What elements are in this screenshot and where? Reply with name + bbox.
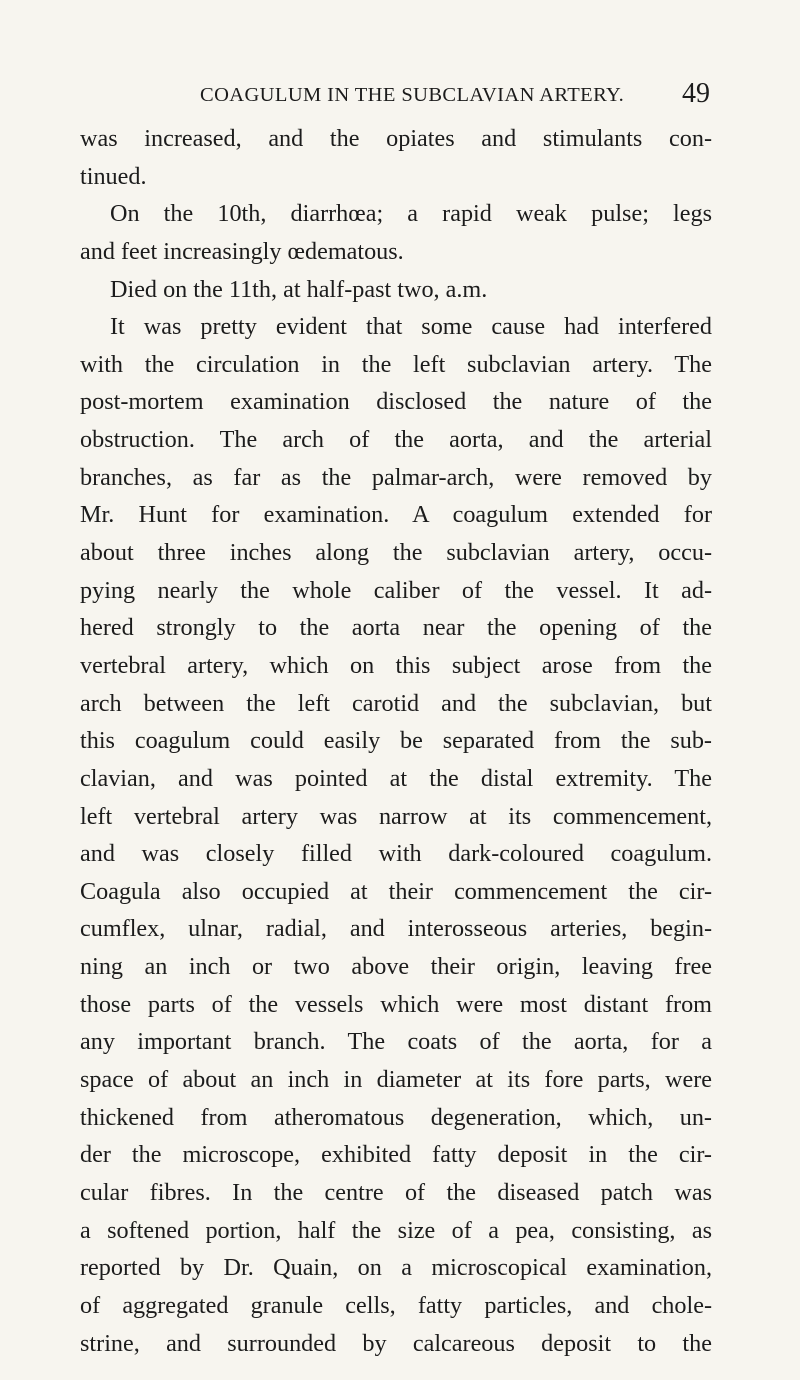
text-line: a softened portion, half the size of a pea, consisting, as [80,1216,712,1244]
text-line: this coagulum could easily be separated from the sub- [80,727,712,755]
text-line: and was closely filled with dark-coloured coagulum. [80,840,712,868]
text-line: clavian, and was pointed at the distal extremity. The [80,764,712,792]
text-line: with the circulation in the left subclavian artery. The [80,350,712,378]
text-line: was increased, and the opiates and stimulants con- [80,125,712,152]
running-head [80,78,712,112]
text-line: strine, and surrounded by calcareous deposit to the [80,1329,712,1357]
text-line: branches, as far as the palmar-arch, were removed by [80,463,712,491]
page-number: 49 [682,78,710,109]
text-line: thickened from atheromatous degeneration, which, un- [80,1103,712,1131]
text-line: cular fibres. In the centre of the diseased patch was [80,1178,712,1206]
text-line: and feet increasingly œdematous. [80,237,404,265]
text-line: Died on the 11th, at half-past two, a.m. [110,275,488,303]
text-line: ning an inch or two above their origin, leaving free [80,953,712,981]
body-text [80,120,712,1362]
text-line: cumflex, ulnar, radial, and interosseous arteries, begin- [80,915,712,943]
text-line: der the microscope, exhibited fatty deposit in the cir- [80,1141,712,1169]
text-line: It was pretty evident that some cause had interfered [110,313,712,341]
text-line: obstruction. The arch of the aorta, and the arterial [80,426,712,454]
running-title: COAGULUM IN THE SUBCLAVIAN ARTERY. [200,84,625,106]
text-line: arch between the left carotid and the subclavian, but [80,689,712,717]
text-line: vertebral artery, which on this subject arose from the [80,651,712,679]
text-line: those parts of the vessels which were most distant from [80,990,712,1018]
text-line: Mr. Hunt for examination. A coagulum extended for [80,501,712,529]
text-line: of aggregated granule cells, fatty particles, and chole- [80,1291,712,1319]
text-line: pying nearly the whole caliber of the vessel. It ad- [80,576,712,604]
text-line: hered strongly to the aorta near the opening of the [80,614,712,642]
text-line: tinued. [80,162,147,190]
text-line: post-mortem examination disclosed the nature of the [80,388,712,416]
text-line: any important branch. The coats of the aorta, for a [80,1028,712,1056]
text-line: On the 10th, diarrhœa; a rapid weak pulse; legs [110,200,712,228]
text-line: reported by Dr. Quain, on a microscopical examination, [80,1254,712,1282]
text-line: Coagula also occupied at their commencement the cir- [80,877,712,905]
text-line: left vertebral artery was narrow at its commencement, [80,802,712,830]
text-line: about three inches along the subclavian artery, occu- [80,539,712,567]
text-line: space of about an inch in diameter at its fore parts, were [80,1066,712,1094]
